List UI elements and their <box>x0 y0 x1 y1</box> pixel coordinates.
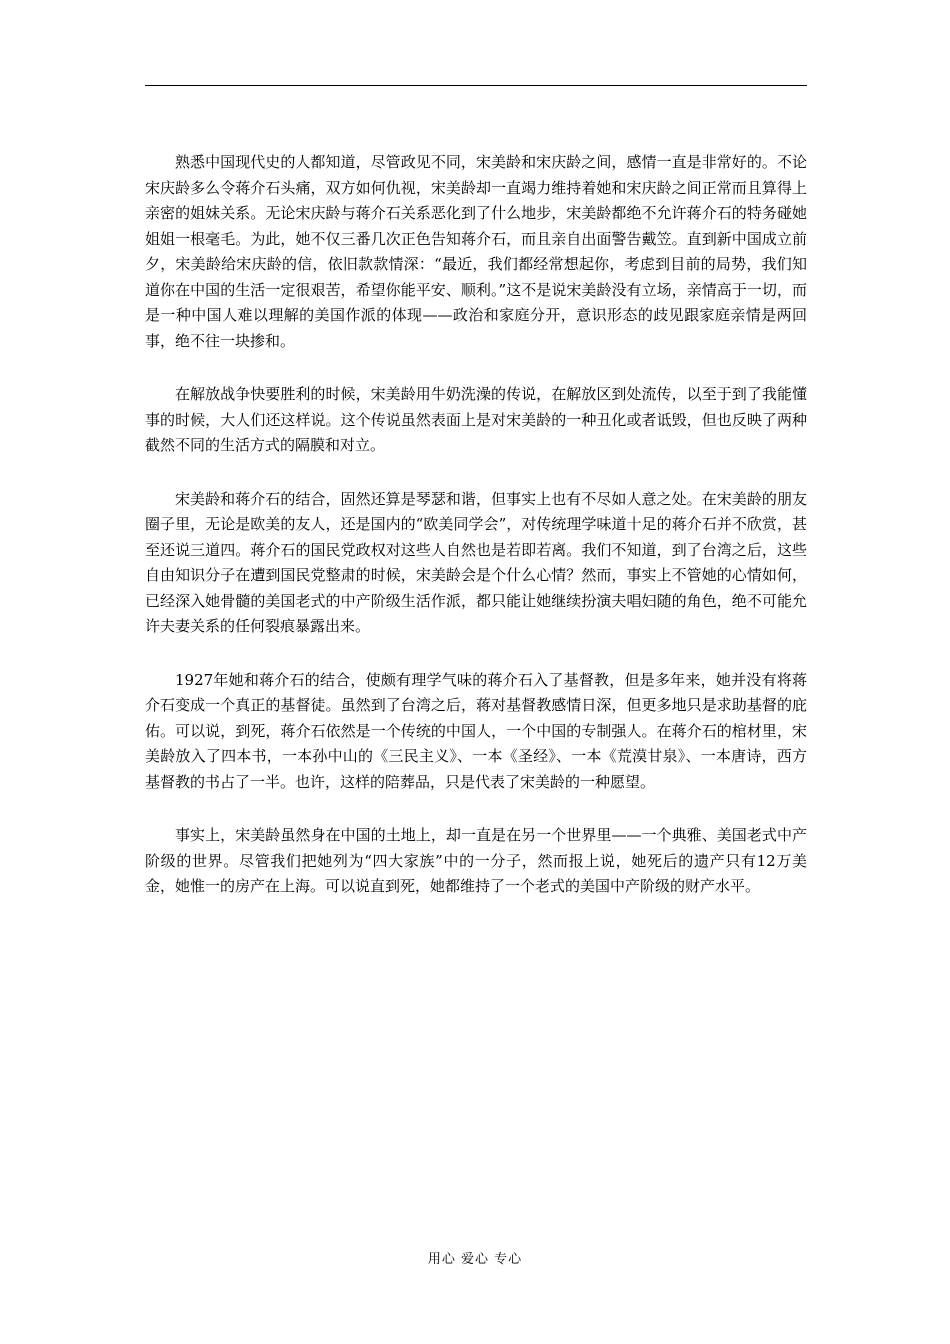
paragraph-4: 1927年她和蒋介石的结合，使颇有理学气味的蒋介石入了基督教，但是多年来，她并没有将蒋介石变成一个真正的基督徒。虽然到了台湾之后，蒋对基督教感情日深，但更多地只是求助基督的庇佑。可以说，到死，蒋介石依然是一个传统的中国人，一个中国的专制强人。在蒋介石的棺材里，宋美龄放入了四本书，一本孙中山的《三民主义》、一本《圣经》、一本《荒漠甘泉》、一本唐诗，西方基督教的书占了一半。也许，这样的陪葬品，只是代表了宋美龄的一种愿望。 <box>145 670 807 791</box>
paragraph-2: 在解放战争快要胜利的时候，宋美龄用牛奶洗澡的传说，在解放区到处流传，以至于到了我能懂事的时候，大人们还这样说。这个传说虽然表面上是对宋美龄的一种丑化或者诋毁，但也反映了两种截然不同的生活方式的隔膜和对立。 <box>145 385 807 454</box>
page-footer: 用心 爱心 专心 <box>427 1252 523 1267</box>
paragraph-3: 宋美龄和蒋介石的结合，固然还算是琴瑟和谐，但事实上也有不尽如人意之处。在宋美龄的朋友圈子里，无论是欧美的友人，还是国内的“欧美同学会”，对传统理学味道十足的蒋介石并不欣赏，甚至还说三道四。蒋介石的国民党政权对这些人自然也是若即若离。我们不知道，到了台湾之后，这些自由知识分子在遭到国民党整肃的时候，宋美龄会是个什么心情？然而，事实上不管她的心情如何，已经深入她骨髓的美国老式的中产阶级生活作派，都只能让她继续扮演夫唱妇随的角色，绝不可能允许夫妻关系的任何裂痕暴露出来。 <box>145 489 807 635</box>
header-rule <box>145 85 807 86</box>
paragraph-1: 熟悉中国现代史的人都知道，尽管政见不同，宋美龄和宋庆龄之间，感情一直是非常好的。不论宋庆龄多么令蒋介石头痛，双方如何仇视，宋美龄却一直竭力维持着她和宋庆龄之间正常而且算得上亲密的姐妹关系。无论宋庆龄与蒋介石关系恶化到了什么地步，宋美龄都绝不允许蒋介石的特务碰她姐姐一根毫毛。为此，她不仅三番几次正色告知蒋介石，而且亲自出面警告戴笠。直到新中国成立前夕，宋美龄给宋庆龄的信，依旧款款情深：“最近，我们都经常想起你，考虑到目前的局势，我们知道你在中国的生活一定很艰苦，希望你能平安、顺利。”这不是说宋美龄没有立场，亲情高于一切，而是一种中国人难以理解的美国作派的体现——政治和家庭分开，意识形态的歧见跟家庭亲情是两回事，绝不往一块掺和。 <box>145 153 807 350</box>
article-body <box>145 150 807 928</box>
paragraph-5: 事实上，宋美龄虽然身在中国的土地上，却一直是在另一个世界里——一个典雅、美国老式中产阶级的世界。尽管我们把她列为“四大家族”中的一分子，然而报上说，她死后的遗产只有12万美金，她惟一的房产在上海。可以说直到死，她都维持了一个老式的美国中产阶级的财产水平。 <box>145 826 807 895</box>
